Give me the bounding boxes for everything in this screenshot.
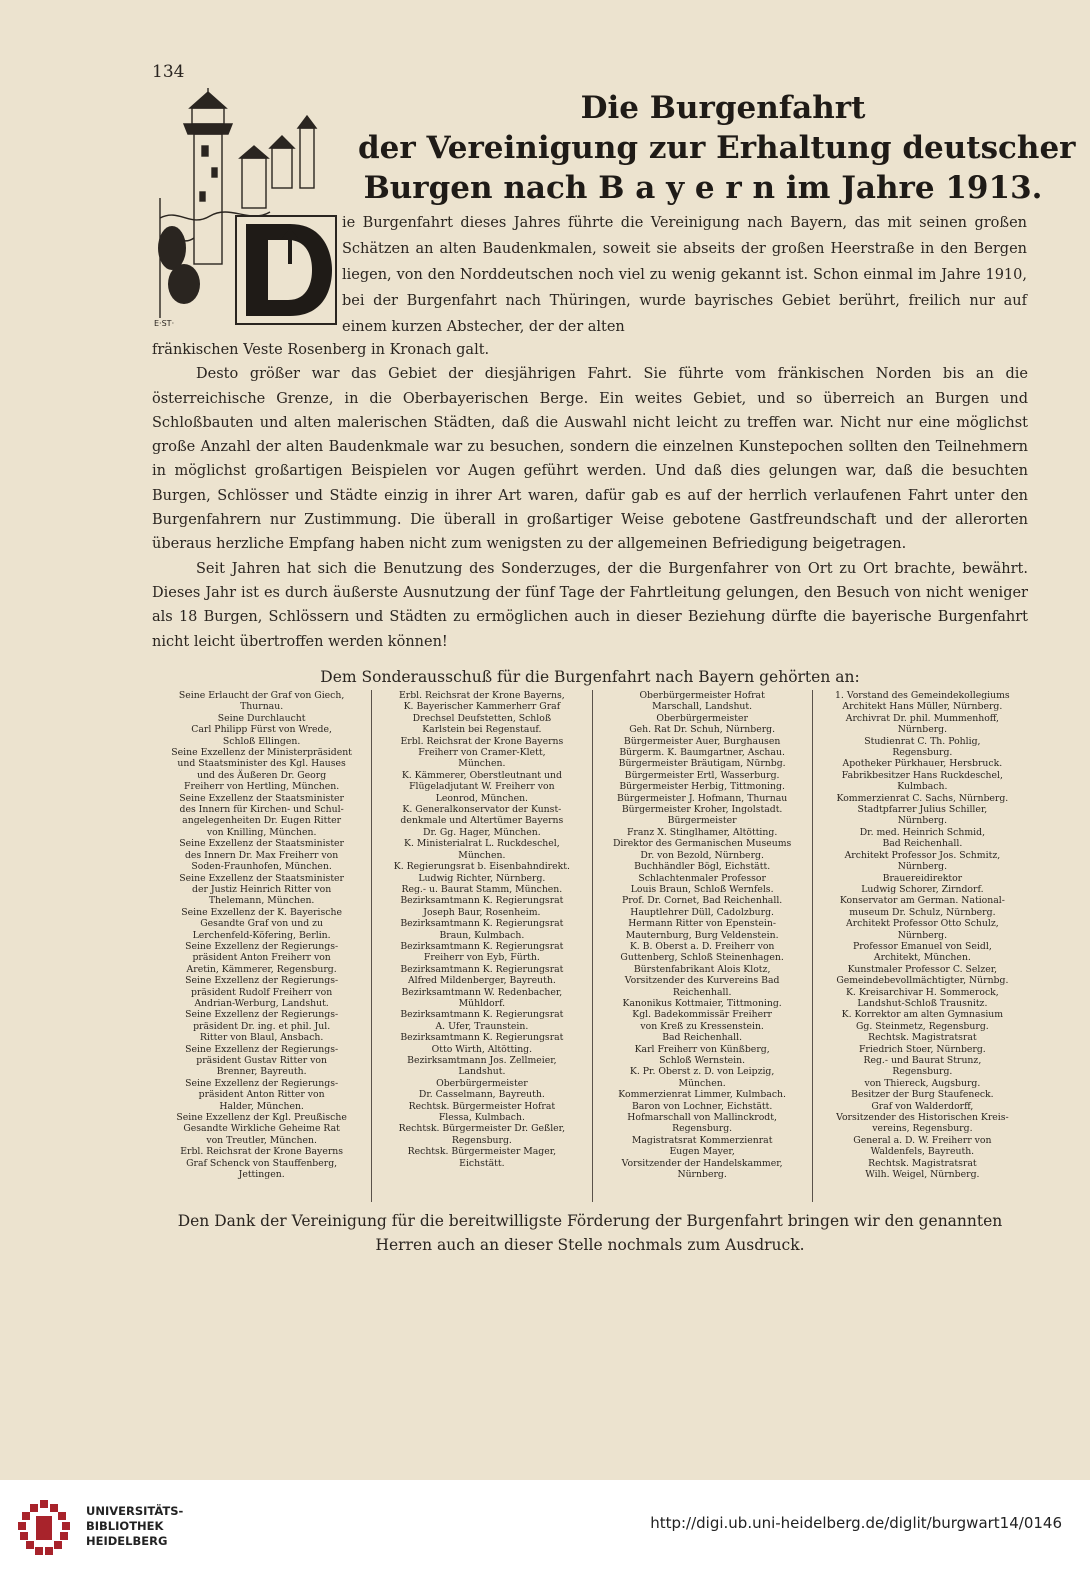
intro-paragraph: ie Burgenfahrt dieses Jahres führte die Vereinigung nach Bayern, das mit seinen großen Schätzen an alten Baudenkmalen, soweit sie abseits der großen Heerstraße in den Bergen liegen, von den Norddeutschen noch viel zu wenig gekannt ist. Schon einmal im Jahre 1910, bei der Burgenfahrt nach Thüringen, wurde bayrisches Gebiet berührt, freilich nur auf einem kurzen Abstecher, der der alten: [342, 215, 1027, 335]
member-entry-line: Kanonikus Kottmaier, Tittmoning.: [622, 997, 782, 1009]
member-entry-line: Gemeindebevollmächtigter, Nürnbg.: [836, 975, 1009, 987]
member-entry-line: München.: [458, 758, 506, 770]
member-entry-line: Seine Exzellenz der Regierungs-: [185, 1077, 339, 1089]
member-entry-line: Magistratsrat Kommerzienrat: [631, 1134, 773, 1146]
member-entry-line: Landshut.: [458, 1066, 506, 1078]
member-entry-line: Rechtsk. Bürgermeister Dr. Geßler,: [398, 1123, 566, 1135]
member-entry-line: Karl Freiherr von Künßberg,: [634, 1043, 770, 1055]
member-entry-line: Regensburg.: [892, 747, 953, 759]
member-entry-line: Andrian-Werburg, Landshut.: [194, 997, 329, 1009]
member-entry-line: Erbl. Reichsrat der Krone Bayerns,: [398, 690, 565, 701]
member-entry-line: Seine Exzellenz der Regierungs-: [185, 975, 339, 987]
member-entry-line: Bürgermeister Bräutigam, Nürnbg.: [618, 758, 786, 770]
member-entry-line: der Justiz Heinrich Ritter von: [192, 883, 332, 895]
member-entry-line: Rechtsk. Bürgermeister Mager,: [407, 1146, 557, 1158]
member-entry-line: Wilh. Weigel, Nürnberg.: [865, 1169, 980, 1181]
member-entry-line: Seine Exzellenz der Kgl. Preußische: [176, 1112, 347, 1124]
member-entry-line: Rechtsk. Bürgermeister Hofrat: [408, 1100, 556, 1112]
member-entry-line: Brauereidirektor: [882, 872, 963, 884]
member-entry-line: museum Dr. Schulz, Nürnberg.: [849, 906, 996, 918]
member-entry-line: Hauptlehrer Düll, Cadolzburg.: [630, 906, 775, 918]
title-line-3: Burgen nach B a y e r n im Jahre 1913.: [363, 170, 1043, 206]
member-entry-line: Buchhändler Bögl, Eichstätt.: [634, 861, 771, 873]
member-entry-line: präsident Gustav Ritter von: [196, 1055, 327, 1066]
member-entry-line: Marschall, Landshut.: [652, 701, 753, 713]
member-entry-line: Baron von Lochner, Eichstätt.: [631, 1100, 773, 1112]
member-entry-line: des Innern Dr. Max Freiherr von: [184, 849, 339, 861]
member-entry-line: Apotheker Pürkhauer, Hersbruck.: [842, 758, 1003, 770]
library-footer: [0, 1480, 1090, 1572]
member-entry-line: K. Generalkonservator der Kunst-: [402, 804, 562, 816]
member-entry-line: Freiherr von Hertling, München.: [184, 781, 340, 793]
member-entry-line: Schlachtenmaler Professor: [638, 872, 766, 884]
member-entry-line: Seine Exzellenz der K. Bayerische: [181, 906, 342, 918]
member-entry-line: Bezirksamtmann K. Regierungsrat: [400, 1032, 564, 1044]
member-entry-line: Seine Exzellenz der Staatsminister: [179, 872, 344, 884]
committee-member-list: [152, 690, 1032, 1202]
member-entry-line: Graf von Walderdorff,: [871, 1100, 974, 1112]
member-entry-line: Kulmbach.: [897, 781, 948, 793]
member-entry-line: und Staatsminister des Kgl. Hauses: [177, 758, 346, 770]
member-entry-line: Architekt Professor Jos. Schmitz,: [844, 849, 1001, 861]
member-entry-line: und des Äußeren Dr. Georg: [197, 769, 327, 781]
member-entry-line: K. Bayerischer Kammerherr Graf: [403, 701, 561, 713]
member-entry-line: Schloß Ellingen.: [222, 735, 301, 747]
member-entry-line: Thurnau.: [240, 701, 284, 713]
member-entry-line: Bürgermeister Auer, Burghausen: [623, 735, 781, 747]
member-entry-line: Hermann Ritter von Epenstein-: [628, 918, 777, 930]
member-entry-line: Archivrat Dr. phil. Mummenhoff,: [845, 712, 1000, 724]
member-entry-line: des Innern für Kirchen- und Schul-: [179, 804, 344, 816]
member-entry-line: Flügeladjutant W. Freiherr von: [409, 781, 555, 793]
university-seal-icon: [14, 1498, 74, 1558]
member-entry-line: Bezirksamtmann K. Regierungsrat: [400, 940, 564, 952]
member-entry-line: Bad Reichenhall.: [662, 1032, 743, 1044]
page-number: 134: [152, 62, 185, 82]
member-entry-line: von Treutler, München.: [206, 1134, 317, 1146]
title-line-1: Die Burgenfahrt: [580, 90, 866, 126]
member-entry-line: K. B. Oberst a. D. Freiherr von: [629, 940, 775, 952]
member-entry-line: Architekt Professor Otto Schulz,: [846, 918, 999, 930]
member-entry-line: angelegenheiten Dr. Eugen Ritter: [182, 815, 342, 827]
member-entry-line: Architekt, München.: [873, 952, 971, 964]
member-entry-line: Freiherr von Eyb, Fürth.: [423, 952, 540, 964]
member-entry-line: K. Kämmerer, Oberstleutnant und: [401, 769, 562, 781]
member-entry-line: Karlstein bei Regenstauf.: [422, 724, 542, 736]
member-entry-line: Regensburg.: [892, 1066, 953, 1078]
member-entry-line: Vorsitzender der Handelskammer,: [621, 1157, 783, 1169]
article-title: [358, 88, 1076, 208]
member-entry-line: Franz X. Stinglhamer, Altötting.: [626, 826, 778, 838]
member-column: [812, 690, 1032, 1202]
member-entry-line: Dr. Casselmann, Bayreuth.: [418, 1089, 545, 1101]
member-entry-line: Bezirksamtmann K. Regierungsrat: [400, 895, 564, 907]
member-entry-line: Studienrat C. Th. Pohlig,: [864, 735, 981, 747]
member-entry-line: Seine Exzellenz der Regierungs-: [185, 1009, 339, 1021]
member-entry-line: K. Regierungsrat b. Eisenbahndirekt.: [393, 861, 570, 873]
member-entry-line: Seine Erlaucht der Graf von Giech,: [178, 690, 345, 701]
member-entry-line: Kunstmaler Professor C. Selzer,: [847, 963, 998, 975]
member-entry-line: Bürstenfabrikant Alois Klotz,: [633, 963, 771, 975]
member-entry-line: Bezirksamtmann K. Regierungsrat: [400, 1009, 564, 1021]
member-entry-line: 1. Vorstand des Gemeindekollegiums: [835, 690, 1010, 701]
member-entry-line: Professor Emanuel von Seidl,: [852, 940, 992, 952]
member-entry-line: präsident Anton Freiherr von: [192, 952, 331, 964]
member-entry-line: Bürgermeister J. Hofmann, Thurnau: [616, 792, 788, 804]
member-entry-line: Dr. Gg. Hager, München.: [423, 826, 541, 838]
member-entry-line: München.: [458, 849, 506, 861]
member-entry-line: Regensburg.: [672, 1123, 733, 1135]
member-entry-line: Kommerzienrat Limmer, Kulmbach.: [618, 1089, 786, 1101]
member-entry-line: Aretin, Kämmerer, Regensburg.: [186, 963, 337, 975]
member-entry-line: Louis Braun, Schloß Wernfels.: [630, 883, 774, 895]
member-entry-line: K. Pr. Oberst z. D. von Leipzig,: [629, 1066, 775, 1078]
member-entry-line: Konservator am German. National-: [839, 895, 1005, 907]
member-entry-line: Rechtsk. Magistratsrat: [868, 1157, 977, 1169]
body-paragraph: Seit Jahren hat sich die Benutzung des Sonderzuges, der die Burgenfahrer von Ort zu Ort brachte, bewährt. Dieses Jahr ist es durch äußerste Ausnutzung der fünf Tage der Fahrtleitung gelungen, den Besuch von nicht weniger als 18 Burgen, Schlössern und Städten zu ermöglichen auch in dieser Beziehung dürfte die bayerische Burgenfahrt nicht leicht übertroffen werden können!: [152, 560, 1028, 650]
member-entry-line: Leonrod, München.: [435, 792, 529, 804]
member-entry-line: Kgl. Badekommissär Freiherr: [632, 1009, 772, 1021]
member-entry-line: K. Korrektor am alten Gymnasium: [841, 1009, 1004, 1021]
member-entry-line: Waldenfels, Bayreuth.: [870, 1146, 975, 1158]
member-entry-line: Seine Exzellenz der Staatsminister: [179, 792, 344, 804]
member-column: [152, 690, 371, 1202]
member-entry-line: von Knilling, München.: [206, 826, 317, 838]
member-entry-line: Eichstätt.: [459, 1157, 505, 1169]
member-entry-line: Soden-Fraunhofen, München.: [191, 861, 332, 873]
member-entry-line: Kommerzienrat C. Sachs, Nürnberg.: [836, 792, 1009, 804]
member-column: [371, 690, 591, 1202]
member-entry-line: Mauternburg, Burg Veldenstein.: [625, 929, 779, 941]
decorated-initial-d: [150, 88, 338, 328]
member-entry-line: Ludwig Schorer, Zirndorf.: [861, 883, 984, 895]
title-line-2: der Vereinigung zur Erhaltung deutscher: [358, 130, 1076, 166]
member-entry-line: Vorsitzender des Historischen Kreis-: [836, 1112, 1009, 1124]
member-entry-line: Thelemann, München.: [208, 895, 315, 907]
member-entry-line: Reichenhall.: [672, 986, 732, 998]
committee-heading: Dem Sonderausschuß für die Burgenfahrt nach Bayern gehörten an:: [320, 668, 860, 686]
member-entry-line: Architekt Hans Müller, Nürnberg.: [842, 701, 1003, 713]
member-entry-line: Joseph Baur, Rosenheim.: [423, 906, 541, 918]
member-entry-line: K. Ministerialrat L. Ruckdeschel,: [404, 838, 560, 850]
member-entry-line: Seine Exzellenz der Regierungs-: [185, 940, 339, 952]
member-entry-line: Gesandte Graf von und zu: [200, 918, 323, 930]
member-entry-line: von Thiereck, Augsburg.: [864, 1077, 981, 1089]
member-entry-line: Dr. med. Heinrich Schmid,: [859, 826, 986, 838]
member-entry-line: Besitzer der Burg Staufeneck.: [851, 1089, 994, 1101]
member-entry-line: Reg.- und Baurat Strunz,: [863, 1055, 982, 1066]
member-entry-line: Ritter von Blaul, Ansbach.: [199, 1032, 324, 1044]
member-entry-line: Rechtsk. Magistratsrat: [868, 1032, 977, 1044]
initial-signature: E·ST·: [154, 319, 175, 328]
member-entry-line: Bezirksamtmann K. Regierungsrat: [400, 918, 564, 930]
member-entry-line: von Kreß zu Kressenstein.: [640, 1020, 764, 1032]
member-entry-line: Mühldorf.: [458, 997, 506, 1009]
body-paragraph: fränkischen Veste Rosenberg in Kronach galt.: [152, 342, 490, 358]
member-entry-line: Bezirksamtmann W. Redenbacher,: [401, 986, 563, 998]
member-entry-line: Gesandte Wirkliche Geheime Rat: [183, 1123, 340, 1135]
member-entry-line: Seine Durchlaucht: [217, 712, 306, 724]
member-entry-line: Brenner, Bayreuth.: [216, 1066, 307, 1078]
member-entry-line: Bürgerm. K. Baumgartner, Aschau.: [619, 747, 785, 759]
member-entry-line: Flessa, Kulmbach.: [438, 1112, 525, 1124]
member-entry-line: Nürnberg.: [897, 929, 948, 941]
member-entry-line: Oberbürgermeister: [436, 1077, 528, 1089]
member-entry-line: Carl Philipp Fürst von Wrede,: [191, 724, 332, 736]
member-entry-line: Nürnberg.: [677, 1169, 727, 1181]
member-entry-line: Halder, München.: [219, 1100, 304, 1112]
member-entry-line: Braun, Kulmbach.: [439, 929, 525, 941]
member-entry-line: Eugen Mayer,: [669, 1146, 735, 1158]
member-entry-line: Erbl. Reichsrat der Krone Bayerns: [400, 735, 564, 747]
member-entry-line: Nürnberg.: [897, 815, 948, 827]
member-entry-line: Regensburg.: [451, 1134, 512, 1146]
member-entry-line: Alfred Mildenberger, Bayreuth.: [407, 975, 556, 987]
member-entry-line: Bürgermeister Herbig, Tittmoning.: [619, 781, 785, 793]
member-entry-line: Landshut-Schloß Trausnitz.: [857, 997, 988, 1009]
member-entry-line: Hofmarschall von Mallinckrodt,: [627, 1112, 777, 1124]
member-entry-line: Otto Wirth, Altötting.: [431, 1043, 533, 1055]
member-entry-line: Reg.- u. Baurat Stamm, München.: [401, 883, 563, 895]
member-entry-line: Guttenberg, Schloß Steinenhagen.: [620, 952, 784, 964]
member-entry-line: Seine Exzellenz der Staatsminister: [179, 838, 344, 850]
member-entry-line: Geh. Rat Dr. Schuh, Nürnberg.: [629, 724, 776, 736]
member-entry-line: präsident Rudolf Freiherr von: [190, 986, 333, 998]
member-entry-line: Fabrikbesitzer Hans Ruckdeschel,: [841, 769, 1003, 781]
member-entry-line: General a. D. W. Freiherr von: [853, 1134, 992, 1146]
member-entry-line: Freiherr von Cramer-Klett,: [418, 747, 546, 759]
member-entry-line: Lerchenfeld-Köfering, Berlin.: [192, 929, 331, 941]
source-url-link[interactable]: http://digi.ub.uni-heidelberg.de/diglit/burgwart14/0146: [650, 1514, 1062, 1532]
library-name: UNIVERSITÄTS- BIBLIOTHEK HEIDELBERG: [86, 1504, 184, 1548]
member-entry-line: Friedrich Stoer, Nürnberg.: [858, 1043, 986, 1055]
member-entry-line: Vorsitzender des Kurvereins Bad: [624, 975, 780, 987]
member-column: [592, 690, 812, 1202]
member-entry-line: K. Kreisarchivar H. Sommerock,: [845, 986, 999, 998]
member-entry-line: Direktor des Germanischen Museums: [612, 838, 792, 850]
member-entry-line: Seine Exzellenz der Regierungs-: [185, 1043, 339, 1055]
member-entry-line: A. Ufer, Traunstein.: [435, 1020, 529, 1032]
body-paragraph: Desto größer war das Gebiet der diesjährigen Fahrt. Sie führte vom fränkischen Norden bis an die österreichische Grenze, in die Oberbayerischen Berge. Ein weites Gebiet, und so überreich an Burgen und Schloßbauten und alten malerischen Städten, daß die Auswahl nicht leicht zu treffen war. Nicht nur eine möglichst große Anzahl der alten Baudenkmale war zu besuchen, sondern die einzelnen Kunstepochen sollten den Teilnehmern in möglichst großartigen Beispielen vor Augen geführt werden. Und daß dies gelungen war, daß die besuchten Burgen, Schlösser und Städte einzig in ihrer Art waren, dafür gab es auf der herrlich verlaufenen Fahrt unter den Burgenfahrern nur Zustimmung. Die überall in großartiger Weise gebotene Gastfreundschaft und der allerorten überaus herzliche Empfang haben nicht zum wenigsten zu der allgemeinen Befriedigung beigetragen.: [152, 366, 1028, 553]
member-entry-line: Oberbürgermeister: [656, 712, 748, 724]
member-entry-line: Stadtpfarrer Julius Schiller,: [857, 804, 988, 816]
member-entry-line: Dr. von Bezold, Nürnberg.: [640, 849, 764, 861]
member-entry-line: Ludwig Richter, Nürnberg.: [418, 872, 546, 884]
member-entry-line: denkmale und Altertümer Bayerns: [400, 815, 564, 827]
member-entry-line: Bürgermeister Ertl, Wasserburg.: [624, 769, 780, 781]
member-entry-line: Nürnberg.: [897, 861, 948, 873]
member-entry-line: Oberbürgermeister Hofrat: [639, 690, 765, 701]
member-entry-line: München.: [678, 1077, 726, 1089]
member-entry-line: Bürgermeister Kroher, Ingolstadt.: [621, 804, 783, 816]
member-entry-line: Prof. Dr. Cornet, Bad Reichenhall.: [621, 895, 783, 907]
member-entry-line: Bad Reichenhall.: [882, 838, 963, 850]
member-entry-line: Jettingen.: [238, 1169, 285, 1181]
member-entry-line: vereins, Regensburg.: [872, 1123, 973, 1135]
member-entry-line: Gg. Steinmetz, Regensburg.: [856, 1020, 989, 1032]
member-entry-line: Nürnberg.: [897, 724, 948, 736]
member-entry-line: Drechsel Deufstetten, Schloß: [412, 712, 552, 724]
member-entry-line: Graf Schenck von Stauffenberg,: [186, 1157, 338, 1169]
member-entry-line: präsident Dr. ing. et phil. Jul.: [193, 1020, 331, 1032]
member-entry-line: Erbl. Reichsrat der Krone Bayerns: [180, 1146, 344, 1158]
member-entry-line: präsident Anton Ritter von: [198, 1089, 325, 1101]
member-entry-line: Schloß Wernstein.: [659, 1055, 746, 1066]
closing-thanks: Den Dank der Vereinigung für die bereitwilligste Förderung der Burgenfahrt bringen wir den genannten Herren auch an dieser Stelle nochmals zum Ausdruck.: [177, 1212, 1003, 1254]
article-body: [152, 338, 1028, 654]
member-entry-line: Bezirksamtmann Jos. Zellmeier,: [407, 1055, 557, 1066]
member-entry-line: Seine Exzellenz der Ministerpräsident: [171, 747, 352, 759]
member-entry-line: Bürgermeister: [667, 815, 737, 827]
member-entry-line: Bezirksamtmann K. Regierungsrat: [400, 963, 564, 975]
